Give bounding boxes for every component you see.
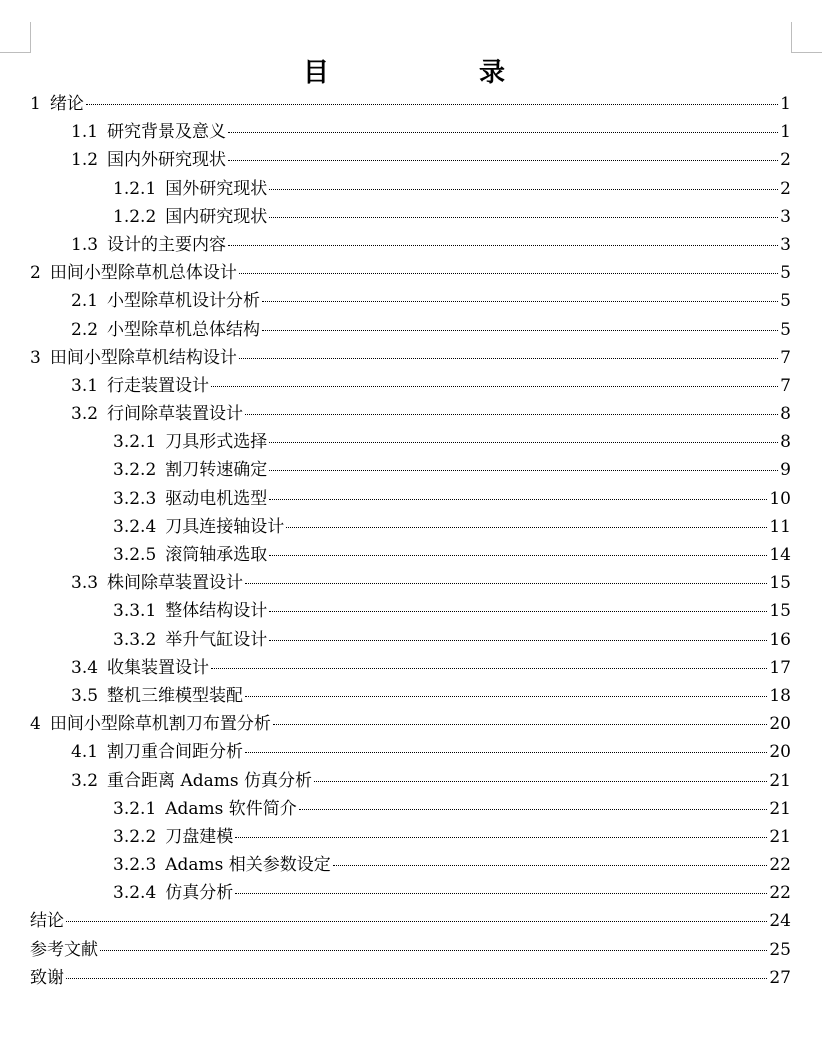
toc-entry[interactable] <box>30 795 791 823</box>
toc-entry-title: 刀具连接轴设计 <box>165 516 285 537</box>
toc-dot-leader <box>66 921 767 922</box>
toc-entry-number: 3.2.5 <box>113 545 157 565</box>
toc-dot-leader <box>86 104 778 105</box>
toc-entry-number: 3.2.3 <box>113 488 157 509</box>
toc-entry-number: 3.3.1 <box>113 601 157 622</box>
toc-entry-title: 行间除草装置设计 <box>107 404 244 425</box>
toc-entry[interactable] <box>30 316 791 344</box>
toc-entry[interactable] <box>30 118 791 146</box>
toc-dot-leader <box>269 640 767 641</box>
toc-dot-leader <box>269 470 778 471</box>
toc-entry-number: 3.3.2 <box>113 629 157 650</box>
toc-dot-leader <box>245 583 767 584</box>
toc-entry-number: 2 <box>30 263 41 284</box>
toc-entry-page-number: 10 <box>769 488 791 509</box>
toc-entry-number: 3.4 <box>71 657 99 678</box>
toc-entry-title: 整体结构设计 <box>165 601 268 622</box>
toc-entry[interactable] <box>30 400 791 428</box>
toc-entry-number: 3.5 <box>71 685 99 706</box>
toc-entry-page-number: 18 <box>769 685 791 706</box>
toc-dot-leader <box>269 555 767 556</box>
toc-dot-leader <box>228 160 778 161</box>
toc-entry[interactable] <box>30 428 791 456</box>
toc-entry-number: 3.2.1 <box>113 432 157 453</box>
toc-entry[interactable] <box>30 541 791 569</box>
toc-entry-page-number: 22 <box>769 883 791 904</box>
toc-entry[interactable] <box>30 964 791 992</box>
toc-entry-number: 3.2.2 <box>113 460 157 481</box>
toc-entry[interactable] <box>30 513 791 541</box>
toc-entry-title: 国内外研究现状 <box>107 150 227 171</box>
toc-entry-page-number: 8 <box>780 432 791 453</box>
toc-entry-page-number: 7 <box>780 347 791 368</box>
toc-entry-page-number: 20 <box>769 742 791 763</box>
toc-dot-leader <box>262 301 778 302</box>
toc-entry-title: 重合距离 Adams 仿真分析 <box>107 770 312 791</box>
toc-entry[interactable] <box>30 682 791 710</box>
toc-entry[interactable] <box>30 738 791 766</box>
toc-entry-title: 田间小型除草机总体设计 <box>49 263 237 284</box>
toc-entry-page-number: 2 <box>780 178 791 199</box>
toc-dot-leader <box>333 865 768 866</box>
toc-entry-number: 1.2 <box>71 150 99 171</box>
toc-dot-leader <box>66 978 767 979</box>
toc-dot-leader <box>269 217 778 218</box>
toc-entry[interactable] <box>30 626 791 654</box>
toc-entry-page-number: 21 <box>769 798 791 819</box>
toc-entry-number: 3.2 <box>71 770 99 791</box>
toc-dot-leader <box>245 696 767 697</box>
toc-entry[interactable] <box>30 287 791 315</box>
toc-entry-page-number: 17 <box>769 657 791 678</box>
toc-entry-title: 绪论 <box>49 94 84 114</box>
toc-dot-leader <box>273 724 768 725</box>
toc-entry-page-number: 15 <box>769 573 791 594</box>
toc-entry-page-number: 3 <box>780 234 791 255</box>
toc-entry-page-number: 21 <box>769 826 791 847</box>
toc-entry-number: 1.2.1 <box>113 178 157 199</box>
toc-entry-title: 致谢 <box>30 967 64 988</box>
toc-entry-page-number: 1 <box>780 94 791 114</box>
toc-list <box>30 90 791 992</box>
toc-entry-title: 收集装置设计 <box>107 657 210 678</box>
toc-entry[interactable] <box>30 203 791 231</box>
toc-entry[interactable] <box>30 344 791 372</box>
toc-dot-leader <box>314 781 767 782</box>
toc-entry-title: 滚筒轴承选取 <box>165 545 268 565</box>
toc-entry-page-number: 14 <box>769 545 791 565</box>
toc-entry-page-number: 7 <box>780 375 791 396</box>
toc-entry-page-number: 8 <box>780 404 791 425</box>
toc-entry-title: 刀盘建模 <box>165 826 234 847</box>
toc-dot-leader <box>269 499 767 500</box>
toc-dot-leader <box>269 189 778 190</box>
toc-entry-title: 参考文献 <box>30 939 98 960</box>
toc-entry-number: 3 <box>30 347 41 368</box>
page-corner-mark-right <box>791 22 822 53</box>
toc-entry-title: 小型除草机总体结构 <box>107 319 261 340</box>
toc-entry-number: 1.2.2 <box>113 206 157 227</box>
toc-title: 目 录 <box>302 58 567 88</box>
toc-entry[interactable] <box>30 485 791 513</box>
toc-entry-page-number: 9 <box>780 460 791 481</box>
toc-entry[interactable] <box>30 654 791 682</box>
toc-entry[interactable] <box>30 767 791 795</box>
toc-entry-title: 国内研究现状 <box>165 206 268 227</box>
toc-dot-leader <box>235 837 767 838</box>
toc-entry-title: 研究背景及意义 <box>107 122 227 143</box>
toc-entry-title: 田间小型除草机结构设计 <box>49 347 237 368</box>
toc-entry-title: 刀具形式选择 <box>165 432 268 453</box>
toc-entry-title: 国外研究现状 <box>165 178 268 199</box>
toc-entry-number: 1.3 <box>71 234 99 255</box>
toc-dot-leader <box>239 273 778 274</box>
toc-entry[interactable] <box>30 90 791 118</box>
toc-entry-number: 3.2.3 <box>113 855 157 876</box>
toc-entry-number: 1 <box>30 94 41 114</box>
toc-entry-title: Adams 相关参数设定 <box>165 855 331 876</box>
toc-entry-page-number: 21 <box>769 770 791 791</box>
toc-entry[interactable] <box>30 823 791 851</box>
toc-entry[interactable] <box>30 259 791 287</box>
toc-entry-page-number: 16 <box>769 629 791 650</box>
toc-entry-page-number: 24 <box>769 911 791 932</box>
toc-entry-number: 3.1 <box>71 375 99 396</box>
toc-entry-title: 割刀重合间距分析 <box>107 742 244 763</box>
toc-entry[interactable] <box>30 569 791 597</box>
toc-entry-page-number: 27 <box>769 967 791 988</box>
toc-dot-leader <box>269 611 767 612</box>
toc-entry-number: 3.2.1 <box>113 798 157 819</box>
toc-dot-leader <box>228 245 778 246</box>
toc-entry-title: 驱动电机选型 <box>165 488 268 509</box>
toc-entry-title: 仿真分析 <box>165 883 234 904</box>
toc-entry[interactable] <box>30 851 791 879</box>
toc-entry-page-number: 22 <box>769 855 791 876</box>
toc-dot-leader <box>100 950 767 951</box>
toc-entry-title: 小型除草机设计分析 <box>107 291 261 312</box>
toc-dot-leader <box>228 132 778 133</box>
toc-entry-page-number: 15 <box>769 601 791 622</box>
toc-dot-leader <box>239 358 778 359</box>
toc-entry-number: 4 <box>30 714 41 735</box>
toc-dot-leader <box>262 330 778 331</box>
toc-entry[interactable] <box>30 231 791 259</box>
toc-entry-title: 割刀转速确定 <box>165 460 268 481</box>
toc-entry-number: 3.2.4 <box>113 883 157 904</box>
toc-entry-number: 2.2 <box>71 319 99 340</box>
toc-dot-leader <box>211 386 778 387</box>
toc-entry-title: 结论 <box>30 911 64 932</box>
toc-entry[interactable] <box>30 710 791 738</box>
toc-dot-leader <box>235 893 767 894</box>
toc-entry-number: 3.3 <box>71 573 99 594</box>
toc-entry-title: 田间小型除草机割刀布置分析 <box>49 714 271 735</box>
toc-entry-number: 2.1 <box>71 291 99 312</box>
toc-entry-page-number: 3 <box>780 206 791 227</box>
toc-entry[interactable] <box>30 879 791 907</box>
toc-entry-title: Adams 软件简介 <box>165 798 297 819</box>
toc-entry-page-number: 5 <box>780 291 791 312</box>
toc-entry[interactable] <box>30 936 791 964</box>
toc-dot-leader <box>245 414 778 415</box>
toc-entry-page-number: 5 <box>780 319 791 340</box>
toc-entry-page-number: 2 <box>780 150 791 171</box>
toc-entry-number: 3.2.2 <box>113 826 157 847</box>
toc-dot-leader <box>211 668 767 669</box>
toc-entry[interactable] <box>30 175 791 203</box>
toc-entry[interactable] <box>30 597 791 625</box>
toc-dot-leader <box>286 527 767 528</box>
toc-entry-page-number: 5 <box>780 263 791 284</box>
toc-entry-title: 举升气缸设计 <box>165 629 268 650</box>
toc-entry-title: 行走装置设计 <box>107 375 210 396</box>
toc-entry[interactable] <box>30 146 791 174</box>
toc-entry-number: 4.1 <box>71 742 99 763</box>
toc-entry-page-number: 11 <box>769 516 791 537</box>
toc-entry-number: 3.2 <box>71 404 99 425</box>
toc-entry-title: 设计的主要内容 <box>107 234 227 255</box>
toc-entry[interactable] <box>30 907 791 935</box>
toc-entry-title: 株间除草装置设计 <box>107 573 244 594</box>
toc-entry-title: 整机三维模型装配 <box>107 685 244 706</box>
toc-dot-leader <box>245 752 767 753</box>
toc-dot-leader <box>299 809 768 810</box>
toc-entry-number: 3.2.4 <box>113 516 157 537</box>
toc-entry[interactable] <box>30 372 791 400</box>
toc-entry-number: 1.1 <box>71 122 99 143</box>
toc-entry-page-number: 1 <box>780 122 791 143</box>
toc-dot-leader <box>269 442 778 443</box>
toc-entry-page-number: 20 <box>769 714 791 735</box>
toc-entry-page-number: 25 <box>769 939 791 960</box>
toc-entry[interactable] <box>30 456 791 484</box>
page-corner-mark-left <box>0 22 31 53</box>
